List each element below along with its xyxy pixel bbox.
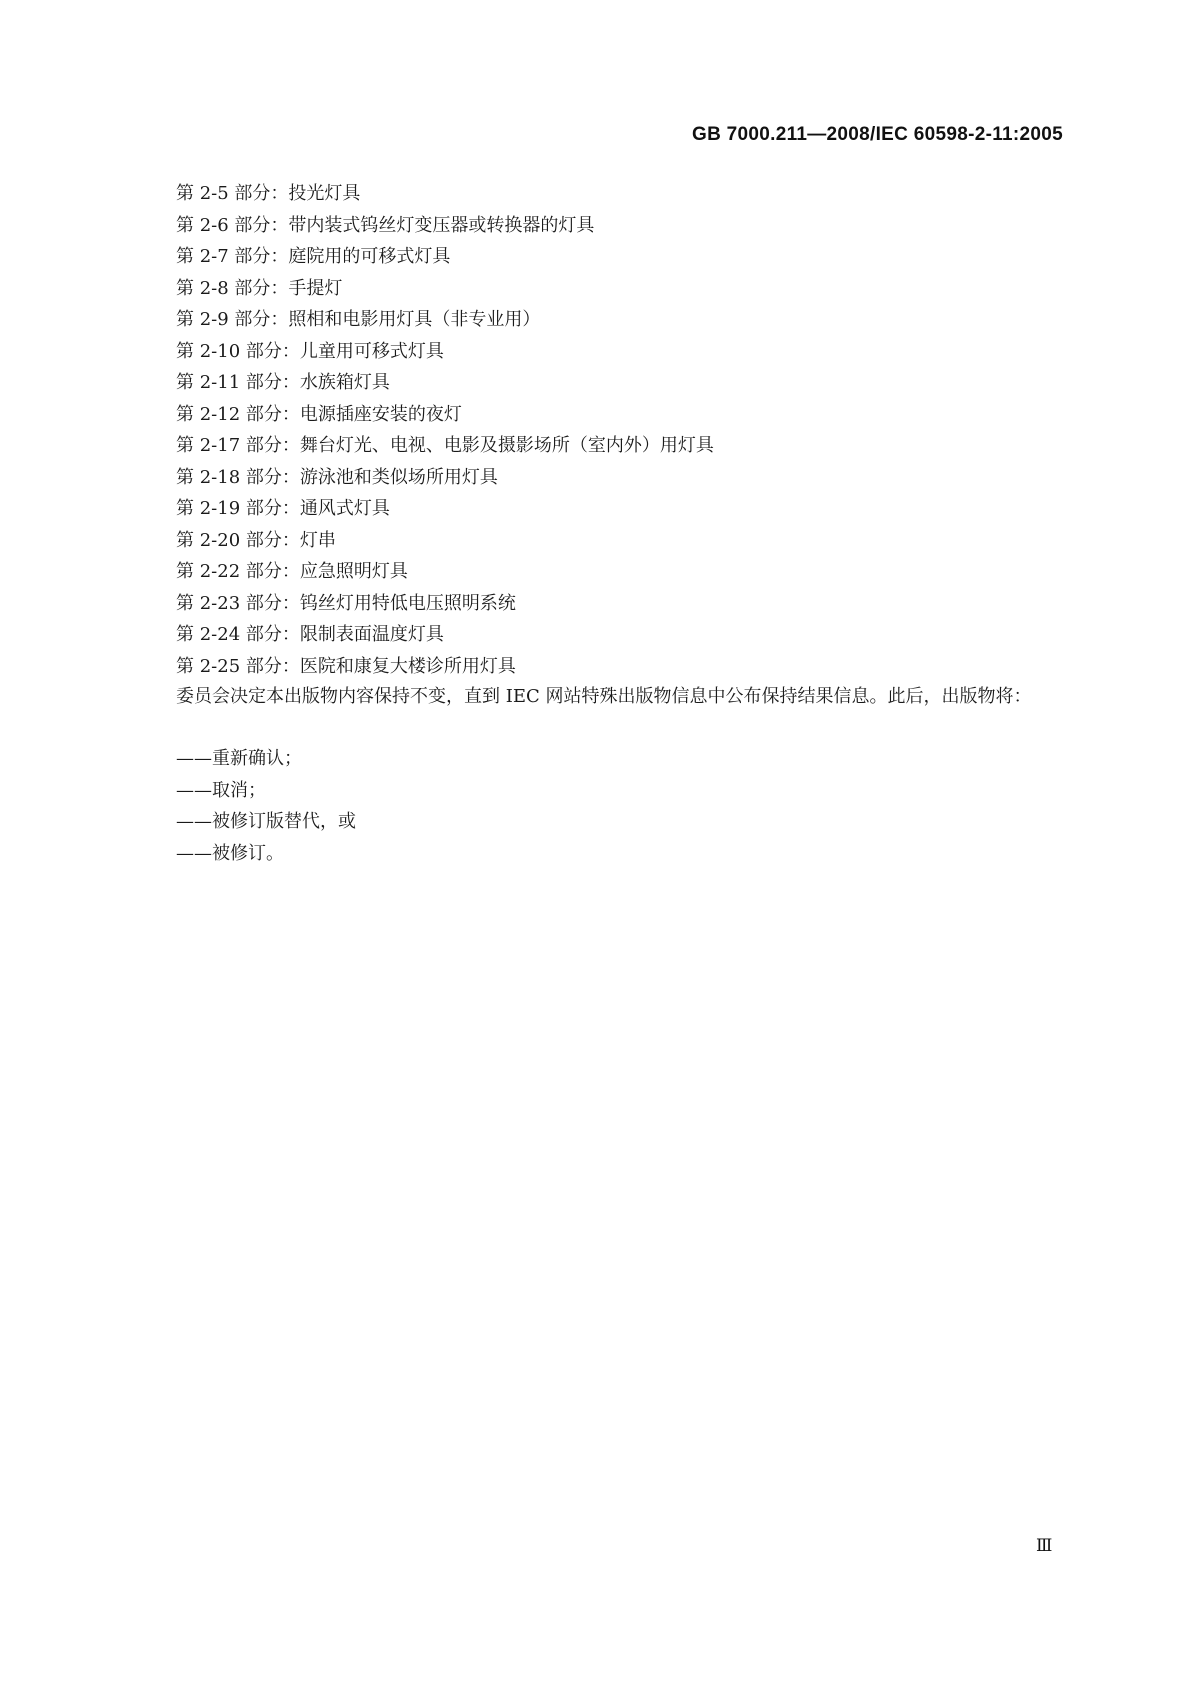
list-item: 第 2-19 部分：通风式灯具 (176, 498, 390, 519)
list-item: 第 2-11 部分：水族箱灯具 (176, 372, 390, 393)
parts-list (176, 178, 714, 682)
list-item: 第 2-9 部分：照相和电影用灯具（非专业用） (176, 309, 541, 330)
committee-decision-paragraph: 委员会决定本出版物内容保持不变，直到 IEC 网站特殊出版物信息中公布保持结果信息。此后，出版物将： (176, 686, 1032, 707)
list-item: ——被修订。 (176, 842, 284, 864)
list-item: 第 2-18 部分：游泳池和类似场所用灯具 (176, 466, 498, 488)
list-item: ——重新确认； (176, 748, 302, 769)
list-item: 第 2-20 部分：灯串 (176, 529, 336, 551)
page-number: Ⅲ (1036, 1536, 1052, 1556)
list-item: 第 2-7 部分：庭院用的可移式灯具 (176, 246, 451, 267)
list-item: 第 2-12 部分：电源插座安装的夜灯 (176, 403, 462, 425)
outcome-list (176, 743, 356, 869)
list-item: 第 2-24 部分：限制表面温度灯具 (176, 624, 444, 645)
list-item: 第 2-6 部分：带内装式钨丝灯变压器或转换器的灯具 (176, 214, 595, 236)
list-item: 第 2-23 部分：钨丝灯用特低电压照明系统 (176, 592, 516, 614)
list-item: ——被修订版替代，或 (176, 811, 356, 832)
list-item: 第 2-8 部分：手提灯 (176, 277, 343, 299)
list-item: 第 2-5 部分：投光灯具 (176, 183, 361, 204)
list-item: 第 2-25 部分：医院和康复大楼诊所用灯具 (176, 655, 516, 677)
list-item: 第 2-22 部分：应急照明灯具 (176, 561, 408, 582)
standard-code-header: GB 7000.211—2008/IEC 60598-2-11:2005 (691, 124, 1063, 145)
list-item: ——取消； (176, 779, 266, 801)
list-item: 第 2-10 部分：儿童用可移式灯具 (176, 340, 444, 362)
list-item: 第 2-17 部分：舞台灯光、电视、电影及摄影场所（室内外）用灯具 (176, 435, 714, 456)
